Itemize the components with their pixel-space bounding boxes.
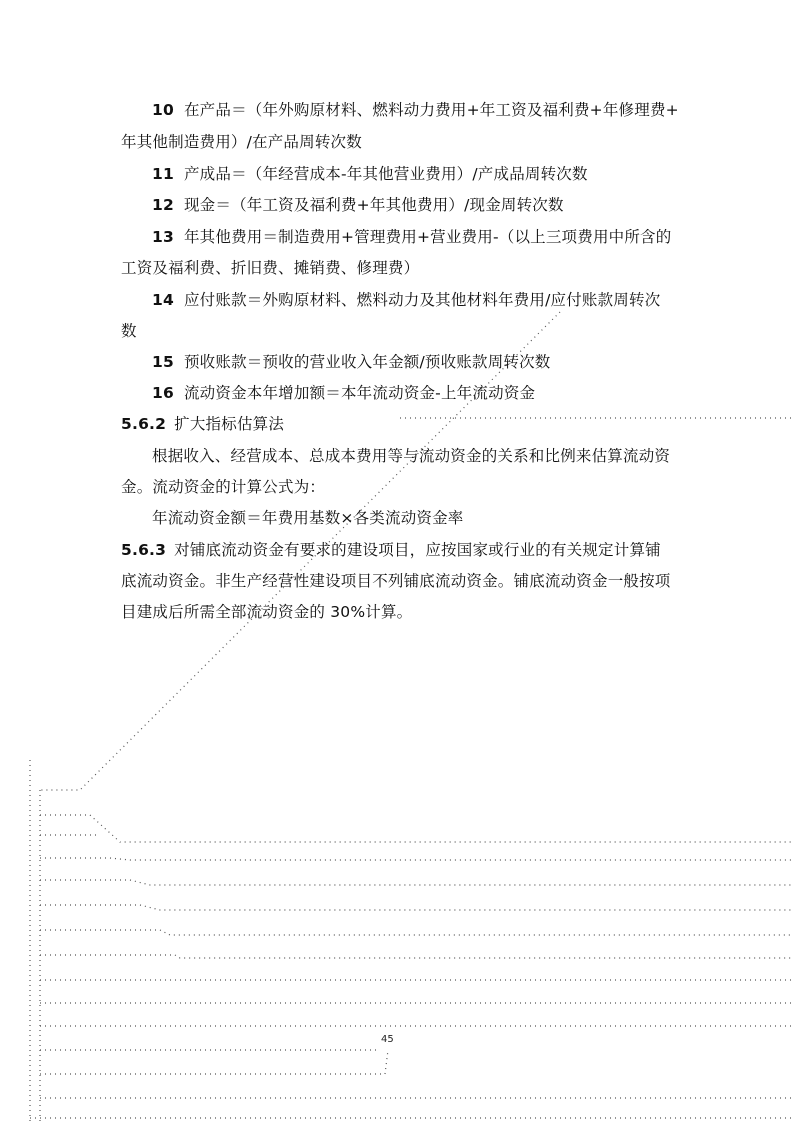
section-heading-5-6-3 — [121, 540, 661, 560]
item-text: 现金＝（年工资及福利费+年其他费用）/现金周转次数 — [183, 196, 564, 214]
item-15 — [152, 352, 551, 372]
item-text: 预收账款＝预收的营业收入年金额/预收账款周转次数 — [183, 353, 551, 371]
item-14-continued: 数 — [121, 322, 137, 340]
item-number: 13 — [152, 228, 174, 246]
page-number: 45 — [381, 1034, 394, 1045]
section-number: 5.6.3 — [121, 541, 167, 559]
item-number: 16 — [152, 384, 174, 402]
paragraph-line: 底流动资金。非生产经营性建设项目不列铺底流动资金。铺底流动资金一般按项 — [121, 572, 671, 590]
item-13-continued: 工资及福利费、折旧费、摊销费、修理费） — [121, 259, 420, 277]
item-10-continued: 年其他制造费用）/在产品周转次数 — [121, 133, 362, 151]
section-heading-5-6-2 — [121, 414, 284, 434]
item-number: 15 — [152, 353, 174, 371]
paragraph-line: 根据收入、经营成本、总成本费用等与流动资金的关系和比例来估算流动资 — [152, 447, 671, 465]
item-10 — [152, 100, 679, 120]
item-12 — [152, 195, 564, 215]
item-14 — [152, 290, 660, 310]
formula-line: 年流动资金额＝年费用基数×各类流动资金率 — [152, 509, 464, 527]
item-11 — [152, 164, 588, 184]
item-number: 11 — [152, 165, 174, 183]
paragraph-line: 目建成后所需全部流动资金的 30%计算。 — [121, 603, 413, 621]
item-number: 14 — [152, 291, 174, 309]
item-text: 在产品＝（年外购原材料、燃料动力费用+年工资及福利费+年修理费+ — [183, 101, 679, 119]
item-number: 10 — [152, 101, 174, 119]
section-title: 扩大指标估算法 — [174, 415, 285, 433]
section-text: 对铺底流动资金有要求的建设项目，应按国家或行业的有关规定计算铺 — [174, 541, 661, 559]
item-text: 应付账款＝外购原材料、燃料动力及其他材料年费用/应付账款周转次 — [183, 291, 661, 309]
item-13 — [152, 227, 671, 247]
section-number: 5.6.2 — [121, 415, 167, 433]
item-text: 年其他费用＝制造费用+管理费用+营业费用-（以上三项费用中所含的 — [183, 228, 672, 246]
paragraph-line: 金。流动资金的计算公式为： — [121, 478, 326, 496]
item-number: 12 — [152, 196, 174, 214]
item-text: 流动资金本年增加额＝本年流动资金-上年流动资金 — [183, 384, 536, 402]
item-text: 产成品＝（年经营成本-年其他营业费用）/产成品周转次数 — [183, 165, 588, 183]
item-16 — [152, 383, 535, 403]
